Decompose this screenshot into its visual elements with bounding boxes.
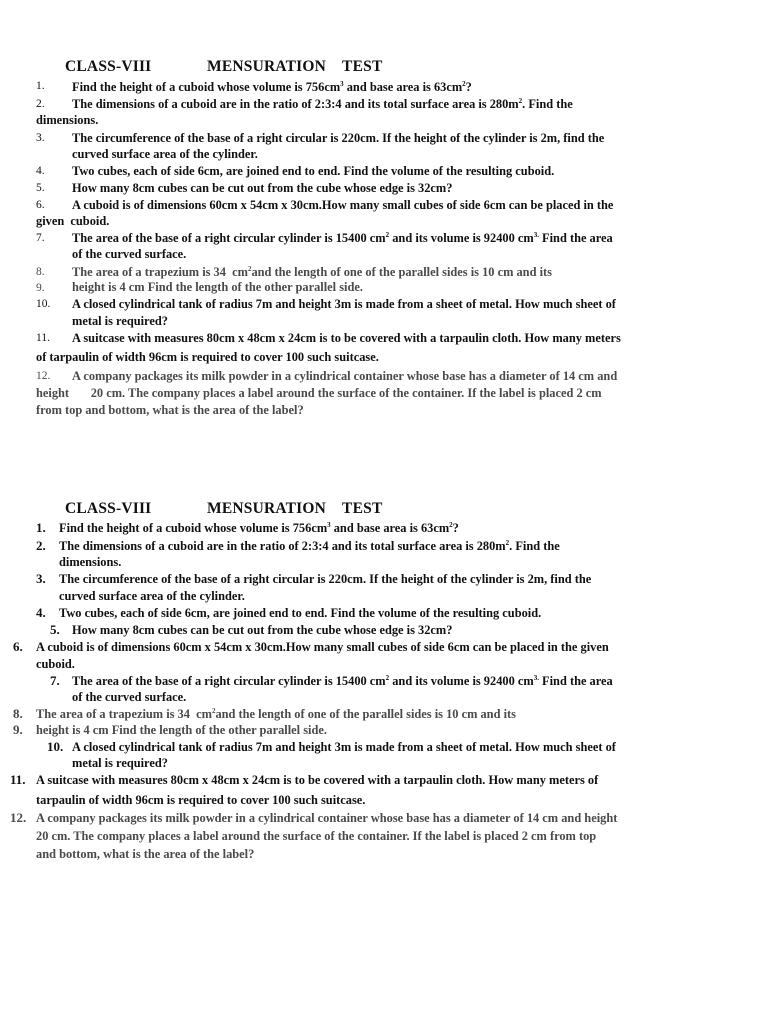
question-text: How many 8cm cubes can be cut out from the cube whose edge is 32cm? bbox=[72, 623, 453, 637]
question-text: height is 4 cm Find the length of the other parallel side. bbox=[36, 723, 327, 737]
question-text: Two cubes, each of side 6cm, are joined end to end. Find the volume of the resulting cuboid. bbox=[72, 164, 555, 178]
question-number: 6. bbox=[13, 639, 23, 654]
question-text-cont: curved surface area of the cylinder. bbox=[72, 147, 258, 161]
question-number: 7. bbox=[50, 673, 60, 688]
question-text: The area of the base of a right circular cylinder is 15400 $cm^2$ and its volume is 92400 $cm^{3.}$ Find the area bbox=[72, 231, 613, 245]
question-text-cont: curved surface area of the cylinder. bbox=[59, 589, 245, 603]
test-heading: MENSURATION TEST bbox=[207, 58, 383, 75]
question-number: 3. bbox=[36, 571, 46, 586]
test-heading: MENSURATION TEST bbox=[207, 500, 383, 517]
question-number: 11. bbox=[10, 772, 26, 787]
question-number: 8. bbox=[13, 706, 23, 721]
question-text: A company packages its milk powder in a cylindrical container whose base has a diameter of 14 cm and height bbox=[36, 811, 618, 825]
class-heading: CLASS-VIII bbox=[65, 58, 152, 75]
question-number: 1. bbox=[36, 520, 46, 535]
question-text-cont: height 20 cm. The company places a label around the surface of the container. If the label is placed 2 cm bbox=[36, 386, 602, 400]
question-text-cont: and bottom, what is the area of the label? bbox=[36, 847, 255, 861]
question-text: height is 4 cm Find the length of the other parallel side. bbox=[72, 280, 363, 294]
question-number: 7. bbox=[36, 232, 45, 244]
question-text-cont: dimensions. bbox=[59, 555, 122, 569]
question-text: A cuboid is of dimensions 60cm x 54cm x 30cm.How many small cubes of side 6cm can be placed in the given bbox=[36, 640, 609, 654]
question-text: Two cubes, each of side 6cm, are joined end to end. Find the volume of the resulting cuboid. bbox=[59, 606, 542, 620]
question-text: The dimensions of a cuboid are in the ratio of 2:3:4 and its total surface area is $280m^2$. Find the bbox=[59, 539, 560, 553]
question-text-cont: of the curved surface. bbox=[72, 690, 187, 704]
question-text: The area of the base of a right circular cylinder is 15400 $cm^2$ and its volume is 92400 $cm^{3.}$ Find the area bbox=[72, 674, 613, 688]
question-text-cont: of tarpaulin of width 96cm is required to cover 100 such suitcase. bbox=[36, 350, 379, 364]
question-number: 9. bbox=[13, 722, 23, 737]
question-text-cont: metal is required? bbox=[72, 756, 168, 770]
question-text: A suitcase with measures 80cm x 48cm x 24cm is to be covered with a tarpaulin cloth. How many meters bbox=[72, 331, 621, 345]
question-number: 12. bbox=[36, 370, 51, 382]
question-number: 10. bbox=[47, 739, 64, 754]
question-text: How many 8cm cubes can be cut out from the cube whose edge is 32cm? bbox=[72, 181, 453, 195]
question-number: 12. bbox=[10, 810, 27, 825]
question-text: A cuboid is of dimensions 60cm x 54cm x 30cm.How many small cubes of side 6cm can be placed in the bbox=[72, 198, 614, 212]
question-number: 1. bbox=[36, 80, 45, 92]
question-number: 11. bbox=[36, 332, 50, 344]
class-heading: CLASS-VIII bbox=[65, 500, 152, 517]
question-number: 4. bbox=[36, 165, 45, 177]
question-text: The circumference of the base of a right circular is 220cm. If the height of the cylinder is 2m, find the bbox=[72, 131, 605, 145]
question-text: A closed cylindrical tank of radius 7m and height 3m is made from a sheet of metal. How much sheet of bbox=[72, 297, 616, 311]
question-text-cont: metal is required? bbox=[72, 314, 168, 328]
question-text: A closed cylindrical tank of radius 7m and height 3m is made from a sheet of metal. How much sheet of bbox=[72, 740, 616, 754]
question-text-cont: given cuboid. bbox=[36, 214, 110, 228]
question-text: A company packages its milk powder in a cylindrical container whose base has a diameter of 14 cm and bbox=[72, 369, 618, 383]
question-text-cont: cuboid. bbox=[36, 657, 75, 671]
question-text: Find the height of a cuboid whose volume is $756cm^3$ and base area is $63cm^2$? bbox=[59, 521, 459, 535]
question-text-cont: from top and bottom, what is the area of the label? bbox=[36, 403, 304, 417]
question-number: 8. bbox=[36, 266, 45, 278]
question-text: The area of a trapezium is 34 $cm^2and$ the length of one of the parallel sides is 10 cm and its bbox=[72, 265, 552, 279]
question-text: The circumference of the base of a right circular is 220cm. If the height of the cylinder is 2m, find the bbox=[59, 572, 592, 586]
question-number: 9. bbox=[36, 282, 45, 294]
question-number: 5. bbox=[36, 182, 45, 194]
question-text-cont: tarpaulin of width 96cm is required to cover 100 such suitcase. bbox=[36, 793, 366, 807]
question-text-cont: dimensions. bbox=[36, 113, 99, 127]
question-text: The dimensions of a cuboid are in the ratio of 2:3:4 and its total surface area is $280m^2$. Find the bbox=[72, 97, 573, 111]
question-text: Find the height of a cuboid whose volume is $756cm^3$ and base area is $63cm^2$? bbox=[72, 80, 472, 94]
question-text: The area of a trapezium is 34 $cm^2and$ the length of one of the parallel sides is 10 cm and its bbox=[36, 707, 516, 721]
question-text: A suitcase with measures 80cm x 48cm x 24cm is to be covered with a tarpaulin cloth. How many meters of bbox=[36, 773, 599, 787]
question-text-cont: 20 cm. The company places a label around the surface of the container. If the label is placed 2 cm from top bbox=[36, 829, 597, 843]
question-number: 2. bbox=[36, 538, 46, 553]
question-text-cont: of the curved surface. bbox=[72, 247, 187, 261]
question-number: 10. bbox=[36, 298, 51, 310]
question-number: 2. bbox=[36, 98, 45, 110]
question-number: 6. bbox=[36, 199, 45, 211]
question-number: 4. bbox=[36, 605, 46, 620]
question-number: 5. bbox=[50, 622, 60, 637]
question-number: 3. bbox=[36, 132, 45, 144]
